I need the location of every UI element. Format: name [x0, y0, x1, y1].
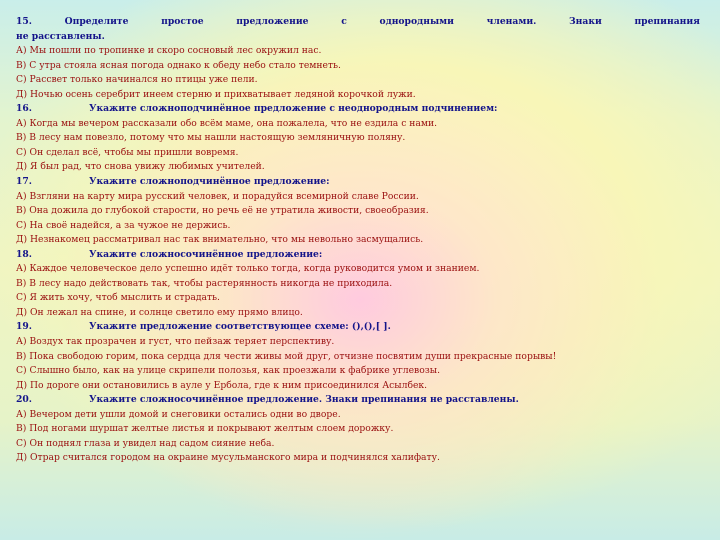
- answer-option: В) С утра стояла ясная погода однако к обеду небо стало темнеть.: [16, 59, 341, 71]
- answer-option: С) Он сделал всё, чтобы мы пришли вовремя.: [16, 146, 239, 158]
- question-number: 18.: [16, 248, 32, 260]
- answer-option: В) Пока свободою горим, пока сердца для чести живы мой друг, отчизне посвятим души прекрасные порывы!: [16, 350, 557, 362]
- prompt-word: препинания: [634, 16, 700, 27]
- answer-option: В) В лесу надо действовать так, чтобы растерянность никогда не приходила.: [16, 277, 393, 289]
- question-prompt: Укажите сложносочинённое предложение. Знаки препинания не расставлены.: [89, 394, 519, 406]
- question-15-prompt-continued: не расставлены.: [16, 30, 105, 42]
- answer-option: Д) Ночью осень серебрит инеем стерню и прихватывает ледяной корочкой лужи.: [16, 88, 416, 100]
- prompt-word: предложение: [236, 16, 309, 27]
- question-prompt: Укажите сложносочинённое предложение:: [89, 248, 323, 260]
- question-prompt: Укажите сложноподчинённое предложение с неоднородным подчинением:: [89, 103, 498, 115]
- answer-option: С) Слышно было, как на улице скрипели полозья, как проезжали к фабрике углевозы.: [16, 365, 441, 377]
- prompt-word: Определите: [64, 16, 129, 27]
- question-number: 20.: [16, 394, 32, 406]
- answer-option: А) Вечером дети ушли домой и снеговики остались одни во дворе.: [16, 408, 341, 420]
- answer-option: А) Взгляни на карту мира русский человек, и порадуйся всемирной славе России.: [16, 190, 419, 202]
- answer-option: Д) Он лежал на спине, и солнце светило ему прямо влицо.: [16, 306, 303, 318]
- answer-option: А) Воздух так прозрачен и густ, что пейзаж теряет перспективу.: [16, 336, 335, 348]
- question-16-heading: [16, 102, 700, 117]
- question-17-heading: [16, 175, 700, 190]
- answer-option: А) Когда мы вечером рассказали обо всём маме, она пожалела, что не ездила с нами.: [16, 117, 438, 129]
- answer-option: Д) По дороге они остановились в ауле у Ербола, где к ним присоединился Асылбек.: [16, 379, 428, 391]
- quiz-content: [16, 15, 700, 466]
- question-18-heading: [16, 248, 700, 263]
- question-number: 16.: [16, 103, 32, 115]
- answer-option: С) Я жить хочу, чтоб мыслить и страдать.: [16, 292, 220, 304]
- prompt-word: однородными: [379, 16, 454, 27]
- question-prompt: Укажите предложение соответствующее схеме: (),(),[ ].: [89, 321, 391, 333]
- answer-option: В) В лесу нам повезло, потому что мы нашли настоящую земляничную поляну.: [16, 132, 406, 144]
- answer-option: А) Мы пошли по тропинке и скоро сосновый лес окружил нас.: [16, 45, 322, 57]
- answer-option: С) Он поднял глаза и увидел над садом сияние неба.: [16, 437, 275, 449]
- prompt-word: Знаки: [569, 16, 602, 27]
- prompt-word: простое: [161, 16, 204, 27]
- prompt-word: членами.: [486, 16, 537, 27]
- answer-option: А) Каждое человеческое дело успешно идёт только тогда, когда руководится умом и знанием.: [16, 263, 480, 275]
- answer-option: В) Под ногами шуршат желтые листья и покрывают желтым слоем дорожку.: [16, 423, 394, 435]
- question-number: 19.: [16, 321, 32, 333]
- question-15-heading: [16, 15, 700, 30]
- answer-option: Д) Отрар считался городом на окраине мусульманского мира и подчинялся халифату.: [16, 452, 440, 464]
- question-20-heading: [16, 393, 700, 408]
- answer-option: Д) Я был рад, что снова увижу любимых учителей.: [16, 161, 265, 173]
- question-number: 17.: [16, 176, 32, 188]
- answer-option: С) На своё надейся, а за чужое не держись.: [16, 219, 231, 231]
- question-19-heading: [16, 320, 700, 335]
- prompt-word: с: [341, 16, 347, 27]
- answer-option: С) Рассвет только начинался но птицы уже пели.: [16, 74, 258, 86]
- answer-option: Д) Незнакомец рассматривал нас так внимательно, что мы невольно засмущались.: [16, 234, 424, 246]
- question-prompt: Укажите сложноподчинённое предложение:: [89, 176, 330, 188]
- question-number: 15.: [16, 16, 32, 27]
- answer-option: В) Она дожила до глубокой старости, но речь её не утратила живости, своеобразия.: [16, 205, 429, 217]
